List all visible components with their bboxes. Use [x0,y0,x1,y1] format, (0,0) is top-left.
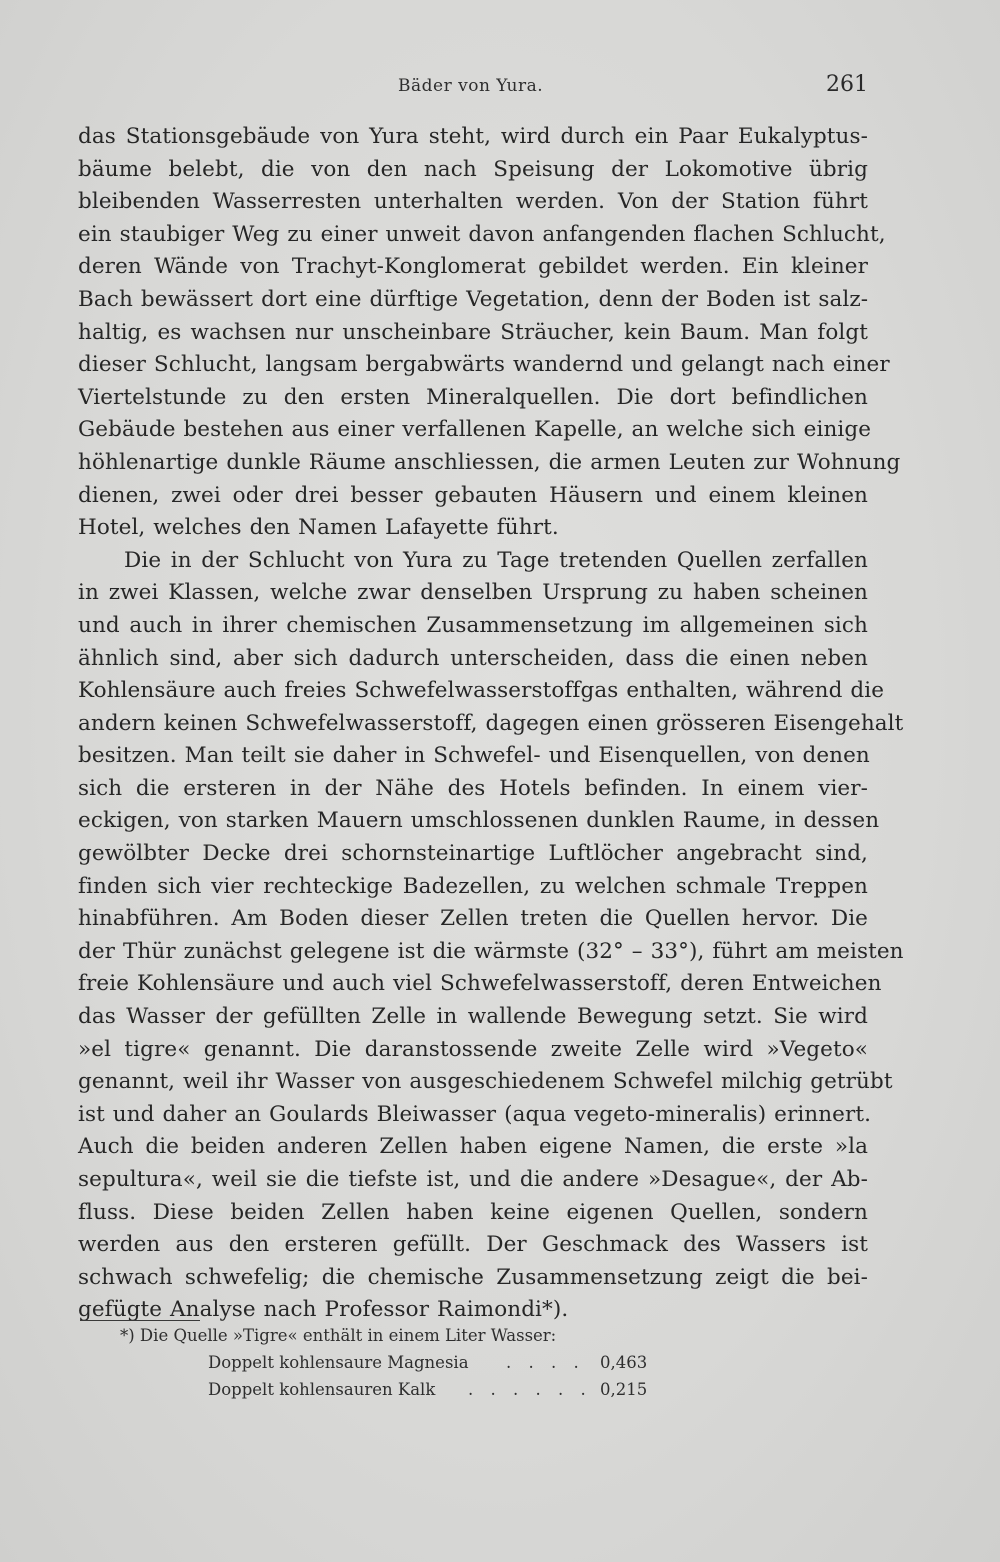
text-line: bleibenden Wasserresten unterhalten werden. Von der Station führt [78,189,868,215]
footnote-row-label: Doppelt kohlensaure Magnesia [208,1353,469,1372]
text-line: andern keinen Schwefelwasserstoff, dagegen einen grösseren Eisengehalt [78,710,904,736]
text-line: schwach schwefelig; die chemische Zusammensetzung zeigt die bei- [78,1264,868,1290]
text-line: Kohlensäure auch freies Schwefelwasserstoffgas enthalten, während die [78,678,885,704]
text-line: Auch die beiden anderen Zellen haben eigene Namen, die erste »la [78,1134,868,1160]
footnote-row-value: 0,215 [600,1380,648,1399]
text-line: freie Kohlensäure und auch viel Schwefelwasserstoff, deren Entweichen [78,971,882,997]
text-line: dienen, zwei oder drei besser gebauten Häusern und einem kleinen [78,482,868,508]
footnote [120,1322,680,1403]
text-line: gewölbter Decke drei schornsteinartige Luftlöcher angebracht sind, [78,841,868,867]
footnote-row-label: Doppelt kohlensauren Kalk [208,1380,436,1399]
text-line: finden sich vier rechteckige Badezellen, zu welchen schmale Treppen [78,873,868,899]
text-line: fluss. Diese beiden Zellen haben keine eigenen Quellen, sondern [78,1199,868,1225]
text-line: höhlenartige dunkle Räume anschliessen, die armen Leuten zur Wohnung [78,449,901,475]
paragraph-first-line: Die in der Schlucht von Yura zu Tage tretenden Quellen zerfallen [124,547,868,573]
paragraph-end-line: gefügte Analyse nach Professor Raimondi*). [78,1297,569,1323]
text-line: »el tigre« genannt. Die daranstossende zweite Zelle wird »Vegeto« [78,1036,868,1062]
footnote-row-leader: . . . . [506,1353,585,1372]
text-line: hinabführen. Am Boden dieser Zellen treten die Quellen hervor. Die [78,906,868,932]
text-line: genannt, weil ihr Wasser von ausgeschiedenem Schwefel milchig getrübt [78,1069,893,1095]
paragraph-end-line: Hotel, welches den Namen Lafayette führt. [78,515,559,541]
text-line: in zwei Klassen, welche zwar denselben Ursprung zu haben scheinen [78,580,868,606]
text-line: bäume belebt, die von den nach Speisung der Lokomotive übrig [78,156,868,182]
text-line: Viertelstunde zu den ersten Mineralquellen. Die dort befindlichen [78,384,868,410]
text-line: ist und daher an Goulards Bleiwasser (aqua vegeto-mineralis) erinnert. [78,1101,872,1127]
footnote-divider [80,1320,200,1321]
running-head [0,74,1000,104]
text-line: sich die ersteren in der Nähe des Hotels befinden. In einem vier- [78,775,868,801]
footnote-row-value: 0,463 [600,1353,648,1372]
footnote-row [120,1349,680,1376]
text-line: ein staubiger Weg zu einer unweit davon anfangenden flachen Schlucht, [78,221,886,247]
text-line: werden aus den ersteren gefüllt. Der Geschmack des Wassers ist [78,1232,868,1258]
text-line: Gebäude bestehen aus einer verfallenen Kapelle, an welche sich einige [78,417,872,443]
page-number: 261 [826,72,868,97]
text-line: der Thür zunächst gelegene ist die wärmste (32° – 33°), führt am meisten [78,938,904,964]
text-line: besitzen. Man teilt sie daher in Schwefel- und Eisenquellen, von denen [78,743,870,769]
running-head-title: Bäder von Yura. [398,76,544,96]
text-line: haltig, es wachsen nur unscheinbare Sträucher, kein Baum. Man folgt [78,319,868,345]
text-line: das Stationsgebäude von Yura steht, wird durch ein Paar Eukalyptus- [78,124,868,149]
text-line: das Wasser der gefüllten Zelle in wallende Bewegung setzt. Sie wird [78,1004,868,1030]
text-line: sepultura«, weil sie die tiefste ist, und die andere »Desague«, der Ab- [78,1167,868,1192]
text-line: ähnlich sind, aber sich dadurch unterscheiden, dass die einen neben [78,645,868,671]
footnote-intro: *) Die Quelle »Tigre« enthält in einem Liter Wasser: [120,1326,557,1345]
footnote-row [120,1376,680,1403]
text-line: eckigen, von starken Mauern umschlossenen dunklen Raume, in dessen [78,808,880,834]
text-line: deren Wände von Trachyt-Konglomerat gebildet werden. Ein kleiner [78,254,868,280]
text-line: dieser Schlucht, langsam bergabwärts wandernd und gelangt nach einer [78,352,890,378]
text-line: Bach bewässert dort eine dürftige Vegetation, denn der Boden ist salz- [78,286,869,312]
body-text [78,121,904,1327]
footnote-row-leader: . . . . . . [468,1380,592,1399]
text-line: und auch in ihrer chemischen Zusammensetzung im allgemeinen sich [78,612,868,638]
